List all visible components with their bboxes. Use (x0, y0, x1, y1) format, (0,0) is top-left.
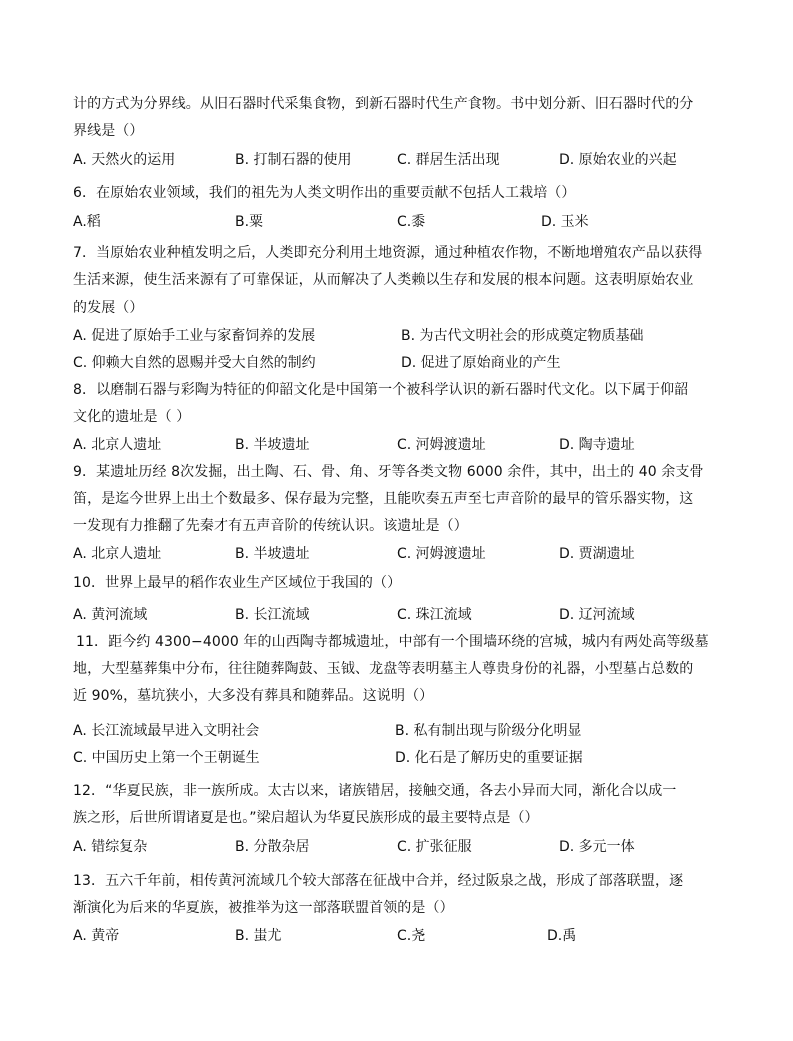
question-12-text: 12．“华夏民族，非一族所成。太古以来，诸族错居，接触交通，各去小异而大同，渐化合以成一 (73, 783, 677, 799)
option-a: A. 促进了原始手工业与家畜饲养的发展 (73, 328, 316, 344)
option-d: D. 促进了原始商业的产生 (401, 355, 561, 371)
option-c: C. 仰赖大自然的恩赐并受大自然的制约 (73, 355, 316, 371)
option-b: B. 分散杂居 (235, 839, 310, 855)
question-7-text: 7．当原始农业种植发明之后，人类即充分利用土地资源，通过种植农作物，不断地增殖农产品以获得 (73, 245, 703, 261)
question-12-text: 族之形，后世所谓诸夏是也。”梁启超认为华夏民族形成的最主要特点是（） (73, 810, 539, 826)
option-d: D. 辽河流域 (559, 607, 635, 623)
option-c: C.黍 (397, 214, 426, 230)
question-8-text: 8．以磨制石器与彩陶为特征的仰韶文化是中国第一个被科学认识的新石器时代文化。以下属于仰韶 (73, 382, 689, 398)
question-13-text: 13．五六千年前，相传黄河流域几个较大部落在征战中合并，经过阪泉之战，形成了部落联盟，逐 (73, 873, 684, 889)
option-b: B. 半坡遗址 (235, 437, 310, 453)
options-row (73, 150, 723, 170)
question-7-text: 生活来源，使生活来源有了可靠保证，从而解决了人类赖以生存和发展的根本问题。这表明原始农业 (73, 272, 694, 288)
option-c: C. 群居生活出现 (397, 152, 500, 168)
question-8-text: 文化的遗址是（ ） (73, 409, 191, 425)
option-d: D.禹 (547, 928, 577, 944)
option-b: B. 长江流域 (235, 607, 310, 623)
options-row (73, 212, 723, 232)
question-11-text: 地，大型墓葬集中分布，往往随葬陶鼓、玉钺、龙盘等表明墓主人尊贵身份的礼器，小型墓占总数的 (73, 661, 694, 677)
options-row (73, 926, 723, 946)
option-c: C. 河姆渡遗址 (397, 546, 486, 562)
option-b: B. 蚩尤 (235, 928, 282, 944)
option-a: A. 错综复杂 (73, 839, 148, 855)
option-a: A. 北京人遗址 (73, 546, 162, 562)
question-9-text: 9．某遗址历经 8次发掘，出土陶、石、骨、角、牙等各类文物 6000 余件，其中，出土的 40 余支骨 (73, 464, 704, 480)
option-d: D. 原始农业的兴起 (559, 152, 677, 168)
option-b: B. 半坡遗址 (235, 546, 310, 562)
option-d: D. 贾湖遗址 (559, 546, 635, 562)
question-13-text: 渐演化为后来的华夏族，被推举为这一部落联盟首领的是（） (73, 900, 454, 916)
option-a: A. 长江流域最早进入文明社会 (73, 723, 260, 739)
question-10-text: 10．世界上最早的稻作农业生产区域位于我国的（） (73, 575, 402, 591)
option-c: C. 扩张征服 (397, 839, 472, 855)
option-d: D. 化石是了解历史的重要证据 (395, 750, 583, 766)
question-6-text: 6．在原始农业领域，我们的祖先为人类文明作出的重要贡献不包括人工栽培（） (73, 185, 576, 201)
options-row (73, 326, 723, 346)
option-d: D. 玉米 (541, 214, 589, 230)
option-b: B. 私有制出现与阶级分化明显 (395, 723, 582, 739)
options-row (73, 837, 723, 857)
option-a: A.稻 (73, 214, 101, 230)
option-c: C. 河姆渡遗址 (397, 437, 486, 453)
option-b: B. 为古代文明社会的形成奠定物质基础 (401, 328, 644, 344)
option-a: A. 黄帝 (73, 928, 120, 944)
option-a: A. 天然火的运用 (73, 152, 176, 168)
option-d: D. 陶寺遗址 (559, 437, 635, 453)
option-b: B.粟 (235, 214, 264, 230)
question-text-line: 计的方式为分界线。从旧石器时代采集食物，到新石器时代生产食物。书中划分新、旧石器时代的分 (73, 96, 694, 112)
options-row (73, 721, 723, 741)
question-9-text: 一发现有力推翻了先秦才有五声音阶的传统认识。该遗址是（） (73, 518, 468, 534)
option-a: A. 黄河流域 (73, 607, 148, 623)
options-row (73, 748, 723, 768)
question-11-text: 11．距今约 4300−4000 年的山西陶寺都城遗址，中部有一个围墙环绕的宫城，城内有两处高等级墓 (76, 634, 709, 650)
option-d: D. 多元一体 (559, 839, 635, 855)
options-row (73, 544, 723, 564)
question-11-text: 近 90%，墓坑狭小，大多没有葬具和随葬品。这说明（） (73, 688, 434, 704)
question-7-text: 的发展（） (73, 300, 144, 316)
option-c: C.尧 (397, 928, 426, 944)
option-c: C. 珠江流域 (397, 607, 472, 623)
option-b: B. 打制石器的使用 (235, 152, 352, 168)
option-a: A. 北京人遗址 (73, 437, 162, 453)
option-c: C. 中国历史上第一个王朝诞生 (73, 750, 260, 766)
question-9-text: 笛，是迄今世界上出土个数最多、保存最为完整，且能吹奏五声至七声音阶的最早的管乐器实物，这 (73, 491, 694, 507)
options-row (73, 353, 723, 373)
options-row (73, 605, 723, 625)
options-row (73, 435, 723, 455)
question-text-line: 界线是（） (73, 123, 144, 139)
